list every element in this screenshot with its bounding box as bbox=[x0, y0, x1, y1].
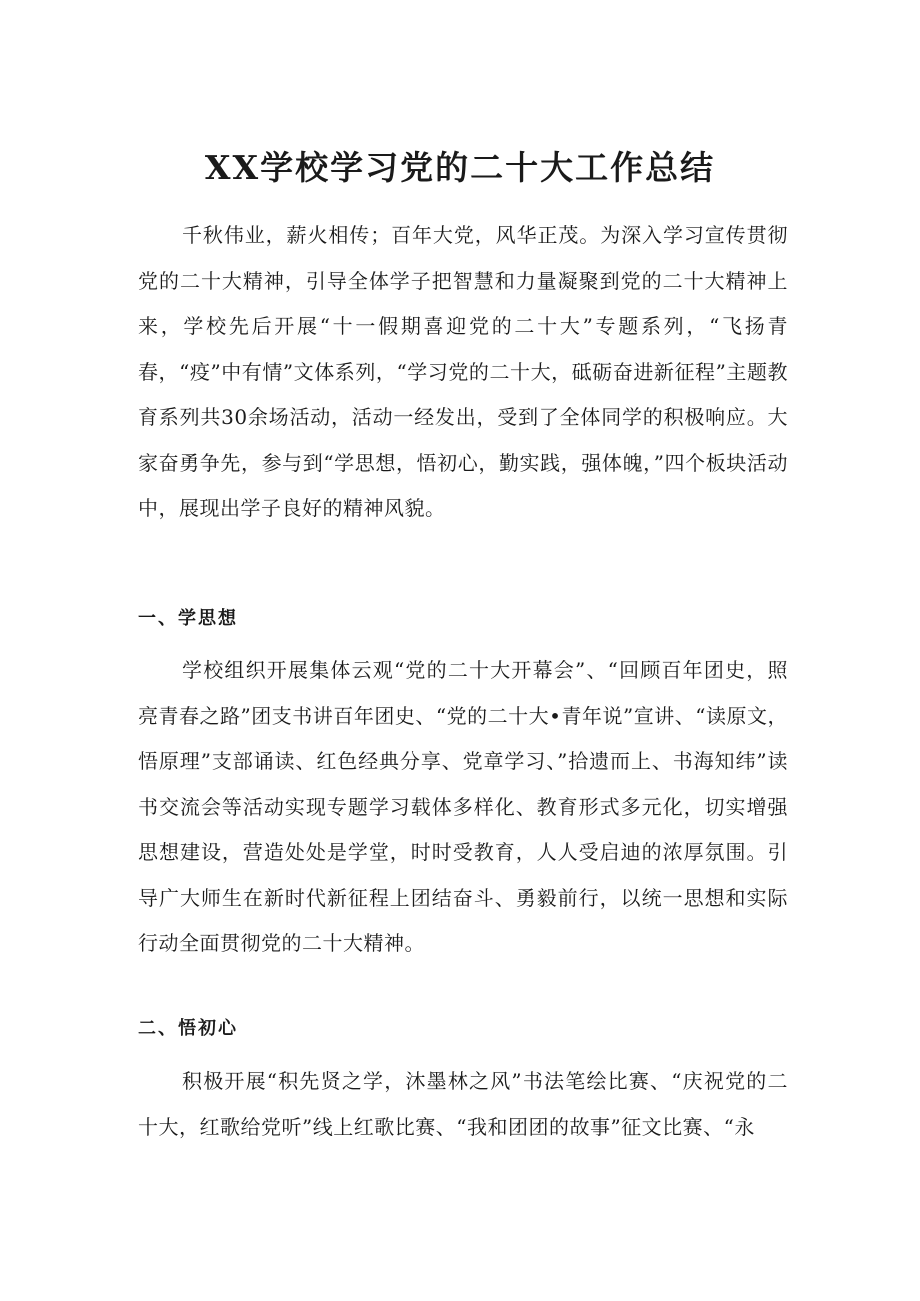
section-heading-original-aspiration: 二、悟初心 bbox=[138, 1018, 238, 1039]
document-title: XX学校学习党的二十大工作总结 bbox=[204, 148, 716, 188]
section-heading-study-thought: 一、学思想 bbox=[138, 608, 238, 629]
intro-paragraph: 千秋伟业，薪火相传；百年大党，风华正茂。为深入学习宣传贯彻党的二十大精神，引导全体学子把智慧和力量凝聚到党的二十大精神上来，学校先后开展“十一假期喜迎党的二十大”专题系列，“飞扬青春，“疫”中有情”文体系列，“学习党的二十大，砥砺奋进新征程”主题教育系列共30余场活动，活动一经发出，受到了全体同学的积极响应。大家奋勇争先，参与到“学思想，悟初心，勤实践，强体魄，”四个板块活动中，展现出学子良好的精神风貌。 bbox=[138, 223, 788, 520]
section-body-original-aspiration: 积极开展“积先贤之学，沐墨林之风”书法笔绘比赛、“庆祝党的二十大，红歌给党听”线上红歌比赛、“我和团团的故事”征文比赛、“永 bbox=[138, 1069, 788, 1139]
section-body-study-thought: 学校组织开展集体云观“党的二十大开幕会”、“回顾百年团史，照亮青春之路”团支书讲百年团史、“党的二十大•青年说”宣讲、“读原文，悟原理”支部诵读、红色经典分享、党章学习、”拾遗而上、书海知纬”读书交流会等活动实现专题学习载体多样化、教育形式多元化，切实增强思想建设，营造处处是学堂，时时受教育，人人受启迪的浓厚氛围。引导广大师生在新时代新征程上团结奋斗、勇毅前行，以统一思想和实际行动全面贯彻党的二十大精神。 bbox=[138, 658, 788, 955]
